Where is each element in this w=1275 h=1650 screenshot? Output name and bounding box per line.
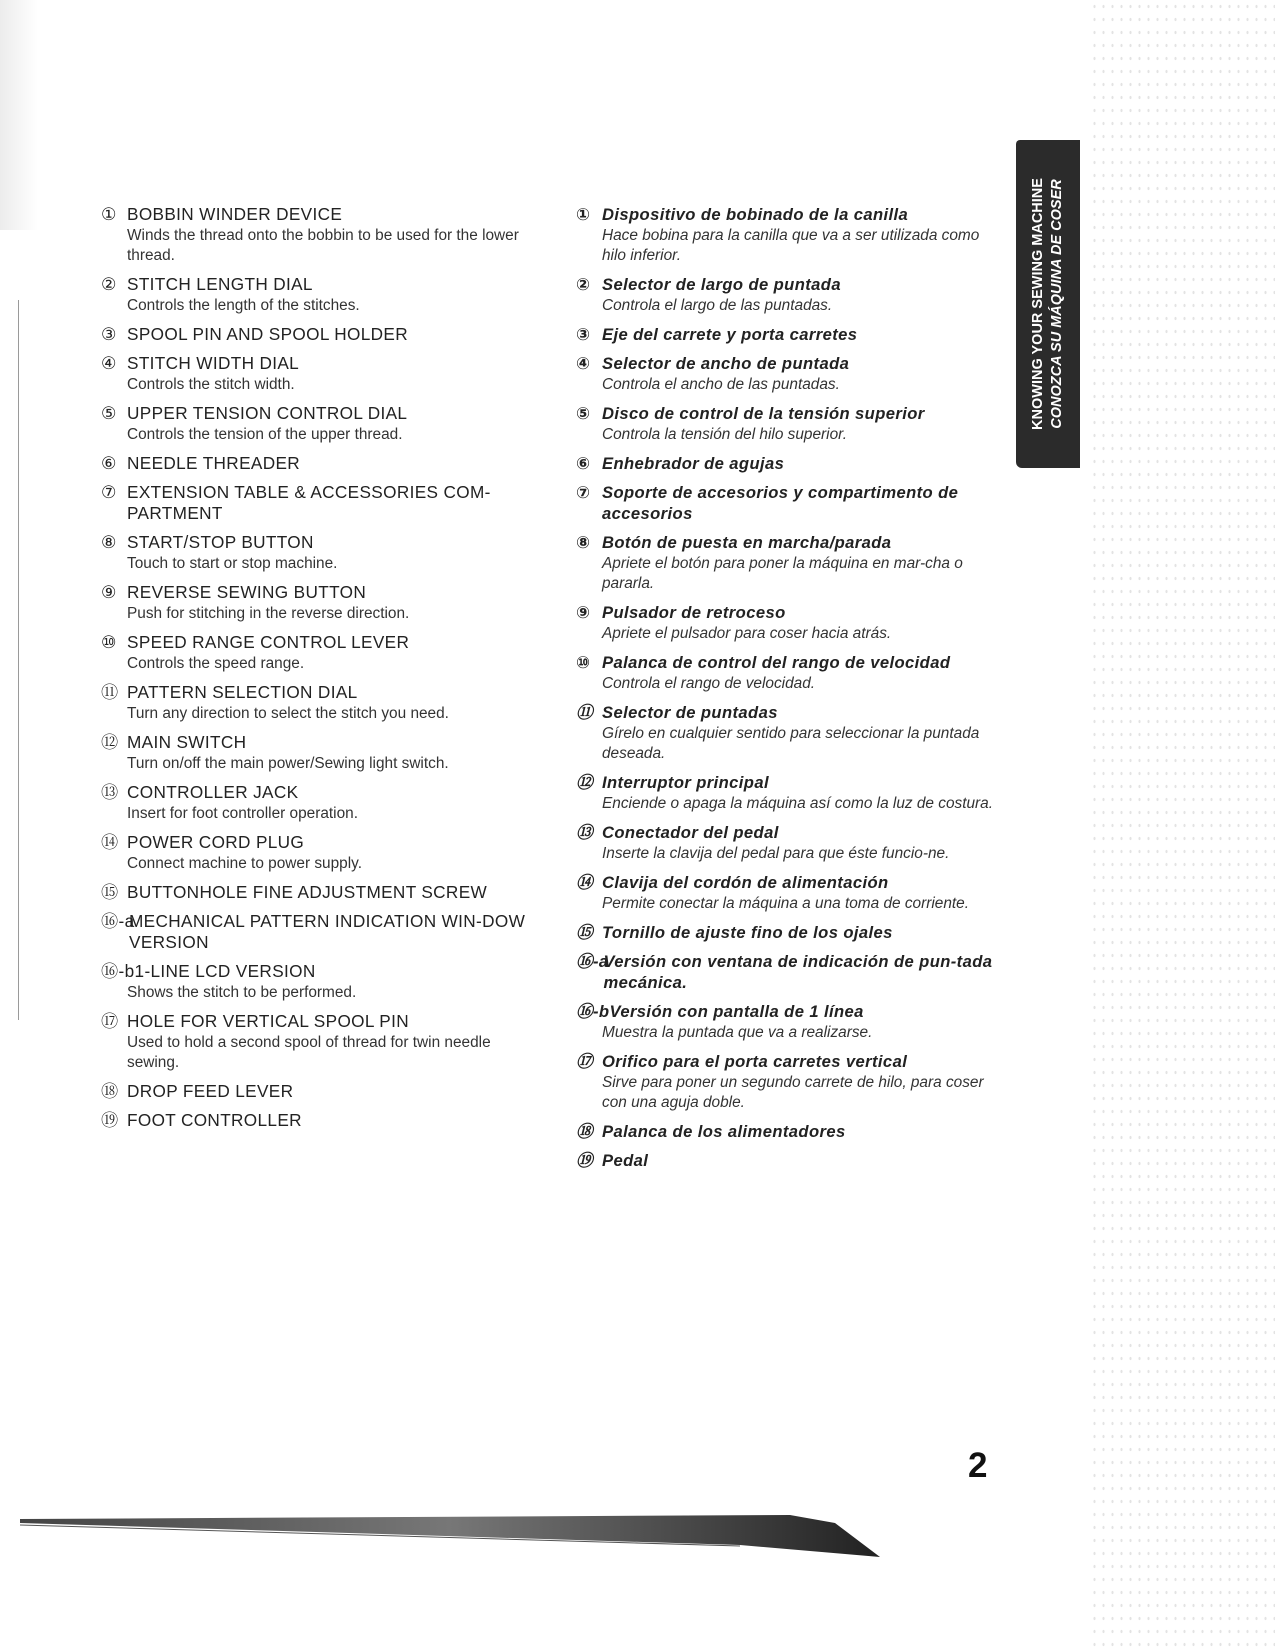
item-title: Disco de control de la tensión superior xyxy=(602,404,925,423)
item-title: NEEDLE THREADER xyxy=(127,453,301,473)
item-number: ⑧ xyxy=(576,533,591,552)
item-title: CONTROLLER JACK xyxy=(127,782,299,802)
item-description: Push for stitching in the reverse direction. xyxy=(127,605,410,622)
item-number: ① xyxy=(576,205,591,224)
list-item xyxy=(101,1011,531,1073)
item-number: ⑰ xyxy=(101,1011,119,1031)
item-description: Controls the speed range. xyxy=(127,655,305,672)
scan-texture xyxy=(1090,0,1275,1650)
item-title: BUTTONHOLE FINE ADJUSTMENT SCREW xyxy=(127,882,488,902)
section-side-tab xyxy=(1016,140,1080,468)
item-title: Selector de largo de puntada xyxy=(602,275,841,294)
side-tab-text xyxy=(1029,154,1067,454)
item-number: ⑪ xyxy=(101,682,119,702)
item-title: Selector de puntadas xyxy=(602,703,778,722)
item-description: Touch to start or stop machine. xyxy=(127,555,338,572)
item-description: Muestra la puntada que va a realizarse. xyxy=(602,1024,873,1041)
item-description: Gírelo en cualquier sentido para seleccionar la puntada deseada. xyxy=(602,725,980,762)
list-item xyxy=(576,1051,1006,1113)
item-number: ⑪ xyxy=(576,703,593,722)
item-number: ④ xyxy=(576,354,591,373)
item-number: ⑤ xyxy=(101,403,117,423)
list-item xyxy=(101,1110,531,1131)
list-item xyxy=(101,204,531,266)
item-title: Soporte de accesorios y compartimento de accesorios xyxy=(602,483,959,523)
item-number: ⑰ xyxy=(576,1052,593,1071)
item-number: ⑦ xyxy=(576,483,591,502)
item-title: REVERSE SEWING BUTTON xyxy=(127,582,367,602)
item-description: Controla el largo de las puntadas. xyxy=(602,297,833,314)
item-description: Controla la tensión del hilo superior. xyxy=(602,426,847,443)
item-title: Conectador del pedal xyxy=(602,823,779,842)
item-number: ⑲ xyxy=(101,1110,119,1130)
item-title: STITCH WIDTH DIAL xyxy=(127,353,300,373)
scan-edge-shadow xyxy=(0,0,38,230)
list-item xyxy=(101,453,531,474)
item-title: Orifico para el porta carretes vertical xyxy=(602,1052,908,1071)
list-item xyxy=(576,482,1006,524)
item-number: ⑯-a xyxy=(101,911,135,931)
item-number: ④ xyxy=(101,353,117,373)
item-number: ⑧ xyxy=(101,532,117,552)
item-number: ⑭ xyxy=(576,873,593,892)
item-description: Controla el ancho de las puntadas. xyxy=(602,376,840,393)
item-title: Selector de ancho de puntada xyxy=(602,354,850,373)
spanish-parts-list xyxy=(576,204,1006,1179)
item-title: BOBBIN WINDER DEVICE xyxy=(127,204,343,224)
item-description: Turn any direction to select the stitch you need. xyxy=(127,705,449,722)
item-title: Palanca de control del rango de velocidad xyxy=(602,653,951,672)
item-title: DROP FEED LEVER xyxy=(127,1081,294,1101)
list-item xyxy=(576,922,1006,943)
item-title: Palanca de los alimentadores xyxy=(602,1122,846,1141)
item-title: HOLE FOR VERTICAL SPOOL PIN xyxy=(127,1011,409,1031)
list-item xyxy=(101,582,531,624)
list-item xyxy=(576,324,1006,345)
list-item xyxy=(576,1150,1006,1171)
item-title: Dispositivo de bobinado de la canilla xyxy=(602,205,909,224)
item-title: Versión con ventana de indicación de pun-tada mecánica. xyxy=(603,952,993,992)
item-description: Hace bobina para la canilla que va a ser utilizada como hilo inferior. xyxy=(602,227,980,264)
item-description: Controls the tension of the upper thread. xyxy=(127,426,403,443)
list-item xyxy=(101,403,531,445)
item-number: ⑬ xyxy=(101,782,119,802)
list-item xyxy=(576,1001,1006,1043)
item-title: Eje del carrete y porta carretes xyxy=(602,325,858,344)
item-number: ⑤ xyxy=(576,404,591,423)
item-number: ⑨ xyxy=(101,582,117,602)
item-number: ⑯-b xyxy=(576,1002,610,1021)
list-item xyxy=(576,822,1006,864)
item-title: Tornillo de ajuste fino de los ojales xyxy=(602,923,893,942)
item-description: Enciende o apaga la máquina así como la luz de costura. xyxy=(602,795,993,812)
list-item xyxy=(576,772,1006,814)
list-item xyxy=(101,682,531,724)
item-title: SPEED RANGE CONTROL LEVER xyxy=(127,632,410,652)
list-item xyxy=(101,532,531,574)
item-description: Apriete el pulsador para coser hacia atrás. xyxy=(602,625,892,642)
item-description: Permite conectar la máquina a una toma de corriente. xyxy=(602,895,970,912)
list-item xyxy=(576,274,1006,316)
list-item xyxy=(101,882,531,903)
item-number: ⑫ xyxy=(101,732,119,752)
item-number: ⑱ xyxy=(101,1081,119,1101)
list-item xyxy=(576,652,1006,694)
item-title: 1-LINE LCD VERSION xyxy=(134,961,316,981)
item-number: ⑬ xyxy=(576,823,593,842)
item-title: Botón de puesta en marcha/parada xyxy=(602,533,892,552)
list-item xyxy=(576,702,1006,764)
item-number: ⑮ xyxy=(576,923,593,942)
item-number: ② xyxy=(101,274,117,294)
item-number: ⑭ xyxy=(101,832,119,852)
item-number: ③ xyxy=(576,325,591,344)
list-item xyxy=(576,204,1006,266)
item-title: MECHANICAL PATTERN INDICATION WIN-DOW VERSION xyxy=(129,911,526,952)
list-item xyxy=(101,324,531,345)
list-item xyxy=(101,961,531,1003)
item-number: ⑩ xyxy=(101,632,117,652)
list-item xyxy=(101,911,531,953)
list-item xyxy=(576,353,1006,395)
item-number: ⑩ xyxy=(576,653,591,672)
item-number: ⑥ xyxy=(576,454,591,473)
item-title: POWER CORD PLUG xyxy=(127,832,305,852)
item-title: Pulsador de retroceso xyxy=(602,603,786,622)
list-item xyxy=(576,872,1006,914)
list-item xyxy=(576,532,1006,594)
list-item xyxy=(576,403,1006,445)
footer-band-shape xyxy=(20,1515,880,1557)
item-number: ⑮ xyxy=(101,882,119,902)
item-number: ⑲ xyxy=(576,1151,593,1170)
item-description: Connect machine to power supply. xyxy=(127,855,362,872)
item-description: Used to hold a second spool of thread for twin needle sewing. xyxy=(127,1034,491,1071)
list-item xyxy=(101,1081,531,1102)
page-number: 2 xyxy=(968,1446,988,1485)
item-title: Versión con pantalla de 1 línea xyxy=(609,1002,864,1021)
list-item xyxy=(576,1121,1006,1142)
item-title: Interruptor principal xyxy=(602,773,769,792)
item-title: EXTENSION TABLE & ACCESSORIES COM-PARTMENT xyxy=(127,482,491,523)
list-item xyxy=(101,832,531,874)
item-description: Controla el rango de velocidad. xyxy=(602,675,816,692)
item-description: Controls the length of the stitches. xyxy=(127,297,360,314)
footer-band xyxy=(20,1515,880,1557)
list-item xyxy=(101,274,531,316)
item-title: FOOT CONTROLLER xyxy=(127,1110,302,1130)
item-title: PATTERN SELECTION DIAL xyxy=(127,682,358,702)
list-item xyxy=(101,782,531,824)
list-item xyxy=(101,482,531,524)
list-item xyxy=(101,732,531,774)
item-description: Winds the thread onto the bobbin to be used for the lower thread. xyxy=(127,227,519,264)
item-title: Enhebrador de agujas xyxy=(602,454,785,473)
item-title: UPPER TENSION CONTROL DIAL xyxy=(127,403,408,423)
item-number: ② xyxy=(576,275,591,294)
list-item xyxy=(576,453,1006,474)
item-title: START/STOP BUTTON xyxy=(127,532,314,552)
item-number: ③ xyxy=(101,324,117,344)
item-description: Controls the stitch width. xyxy=(127,376,295,393)
item-description: Inserte la clavija del pedal para que éste funcio-ne. xyxy=(602,845,950,862)
item-number: ⑯-b xyxy=(101,961,135,981)
list-item xyxy=(576,951,1006,993)
list-item xyxy=(101,353,531,395)
item-number: ⑱ xyxy=(576,1122,593,1141)
english-parts-list xyxy=(101,204,531,1139)
item-number: ⑯-a xyxy=(576,952,609,971)
item-number: ⑨ xyxy=(576,603,591,622)
item-description: Insert for foot controller operation. xyxy=(127,805,358,822)
item-title: SPOOL PIN AND SPOOL HOLDER xyxy=(127,324,408,344)
item-title: MAIN SWITCH xyxy=(127,732,247,752)
margin-line xyxy=(18,300,19,1020)
list-item xyxy=(101,632,531,674)
side-tab-english: KNOWING YOUR SEWING MACHINE xyxy=(1030,178,1046,430)
item-title: STITCH LENGTH DIAL xyxy=(127,274,313,294)
item-number: ⑦ xyxy=(101,482,117,502)
list-item xyxy=(576,602,1006,644)
item-description: Sirve para poner un segundo carrete de hilo, para coser con una aguja doble. xyxy=(602,1074,984,1111)
item-title: Pedal xyxy=(602,1151,649,1170)
item-number: ① xyxy=(101,204,117,224)
side-tab-spanish: CONOZCA SU MÁQUINA DE COSER xyxy=(1049,179,1065,429)
item-description: Turn on/off the main power/Sewing light switch. xyxy=(127,755,449,772)
item-title: Clavija del cordón de alimentación xyxy=(602,873,889,892)
item-number: ⑥ xyxy=(101,453,117,473)
item-number: ⑫ xyxy=(576,773,593,792)
item-description: Shows the stitch to be performed. xyxy=(127,984,357,1001)
item-description: Apriete el botón para poner la máquina en mar-cha o pararla. xyxy=(602,555,963,592)
